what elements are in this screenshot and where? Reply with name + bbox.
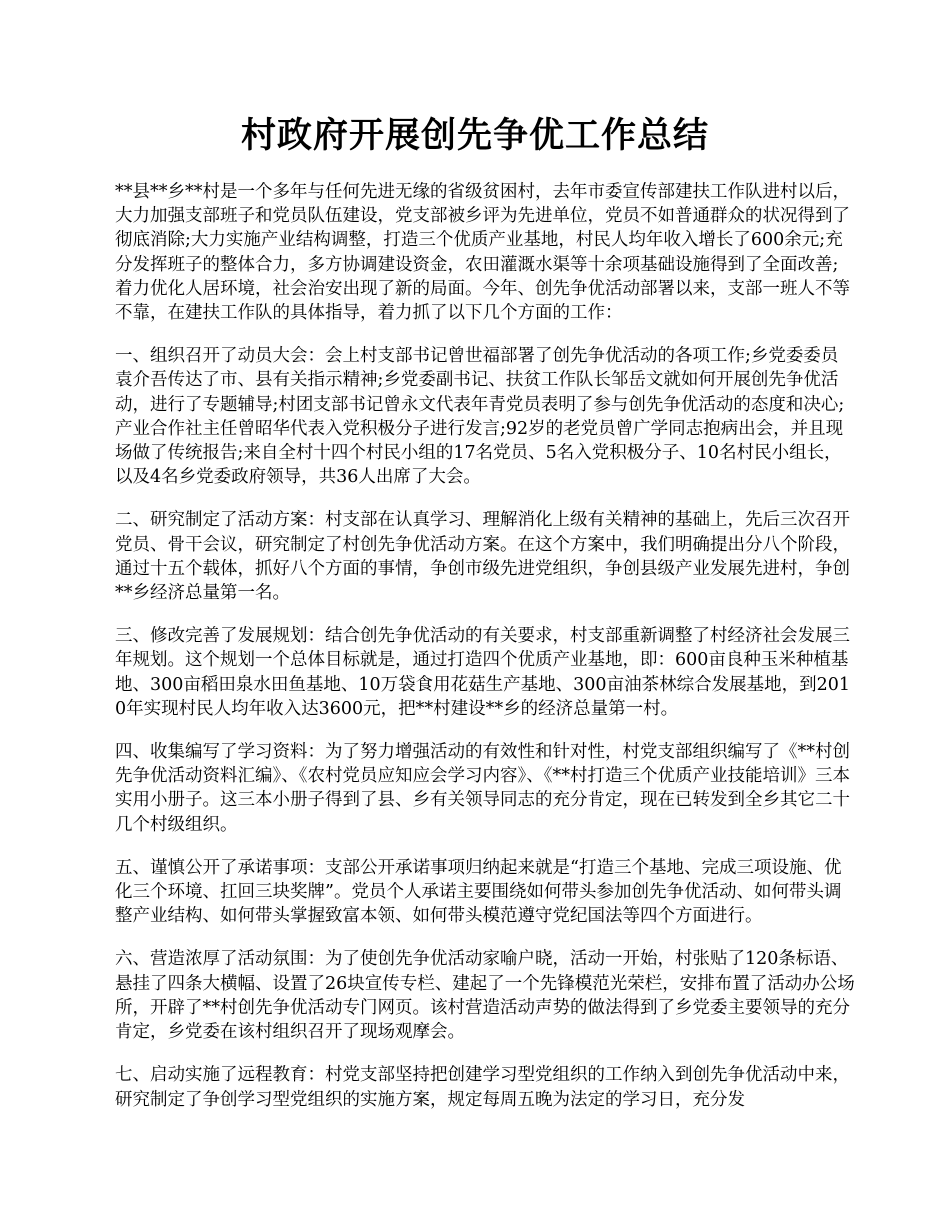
paragraph-5-commitments: 五、谨慎公开了承诺事项：支部公开承诺事项归纳起来就是“打造三个基地、完成三项设施、优化三个环境、扛回三块奖牌”。党员个人承诺主要围绕如何带头参加创先争优活动、如何带头调整产业结构、如何带头掌握致富本领、如何带头模范遵守党纪国法等四个方面进行。 — [115, 857, 842, 927]
paragraph-4-study-materials: 四、收集编写了学习资料：为了努力增强活动的有效性和针对性，村党支部组织编写了《**村创先争优活动资料汇编》、《农村党员应知应会学习内容》、《**村打造三个优质产业技能培训》三本实用小册子。这三本小册子得到了县、乡有关领导同志的充分肯定，现在已转发到全乡其它二十几个村级组织。 — [115, 742, 850, 835]
paragraph-1-mobilization-meeting: 一、组织召开了动员大会：会上村支部书记曾世福部署了创先争优活动的各项工作;乡党委委员袁介吾传达了市、县有关指示精神;乡党委副书记、扶贫工作队长邹岳文就如何开展创先争优活动，进行了专题辅导;村团支部书记曾永文代表年青党员表明了参与创先争优活动的态度和决心;产业合作社主任曾昭华代表入党积极分子进行发言;92岁的老党员曾广学同志抱病出会，并且现场做了传统报告;来自全村十四个村民小组的17名党员、5名入党积极分子、10名村民小组长，以及4名乡党委政府领导，共36人出席了大会。 — [115, 346, 845, 488]
document-title: 村政府开展创先争优工作总结 — [240, 115, 709, 156]
paragraph-3-development-plan: 三、修改完善了发展规划：结合创先争优活动的有关要求，村支部重新调整了村经济社会发展三年规划。这个规划一个总体目标就是，通过打造四个优质产业基地，即：600亩良种玉米种植基地、300亩稻田泉水田鱼基地、10万袋食用花菇生产基地、300亩油茶林综合发展基地，到2010年实现村民人均年收入达3600元，把**村建设**乡的经济总量第一村。 — [115, 626, 850, 719]
document-body — [115, 180, 855, 1131]
paragraph-6-atmosphere: 六、营造浓厚了活动氛围：为了使创先争优活动家喻户晓，活动一开始，村张贴了120条标语、悬挂了四条大横幅、设置了26块宣传专栏、建起了一个先锋模范光荣栏，安排布置了活动办公场所，开辟了**村创先争优活动专门网页。该村营造活动声势的做法得到了乡党委主要领导的充分肯定，乡党委在该村组织召开了现场观摩会。 — [115, 949, 855, 1043]
paragraph-2-activity-plan: 二、研究制定了活动方案：村支部在认真学习、理解消化上级有关精神的基础上，先后三次召开党员、骨干会议，研究制定了村创先争优活动方案。在这个方案中，我们明确提出分八个阶段，通过十五个载体，抓好八个方面的事情，争创市级先进党组织，争创县级产业发展先进村，争创**乡经济总量第一名。 — [115, 510, 850, 604]
paragraph-intro: **县**乡**村是一个多年与任何先进无缘的省级贫困村，去年市委宣传部建扶工作队进村以后，大力加强支部班子和党员队伍建设，党支部被乡评为先进单位，党员不如普通群众的状况得到了彻底消除;大力实施产业结构调整，打造三个优质产业基地，村民人均年收入增长了600余元;充分发挥班子的整体合力，多方协调建设资金，农田灌溉水渠等十余项基础设施得到了全面改善;着力优化人居环境，社会治安出现了新的局面。今年、创先争优活动部署以来，支部一班人不等不靠，在建扶工作队的具体指导，着力抓了以下几个方面的工作： — [115, 182, 850, 324]
paragraph-7-remote-education: 七、启动实施了远程教育：村党支部坚持把创建学习型党组织的工作纳入到创先争优活动中来，研究制定了争创学习型党组织的实施方案，规定每周五晚为法定的学习日，充分发 — [115, 1065, 850, 1110]
